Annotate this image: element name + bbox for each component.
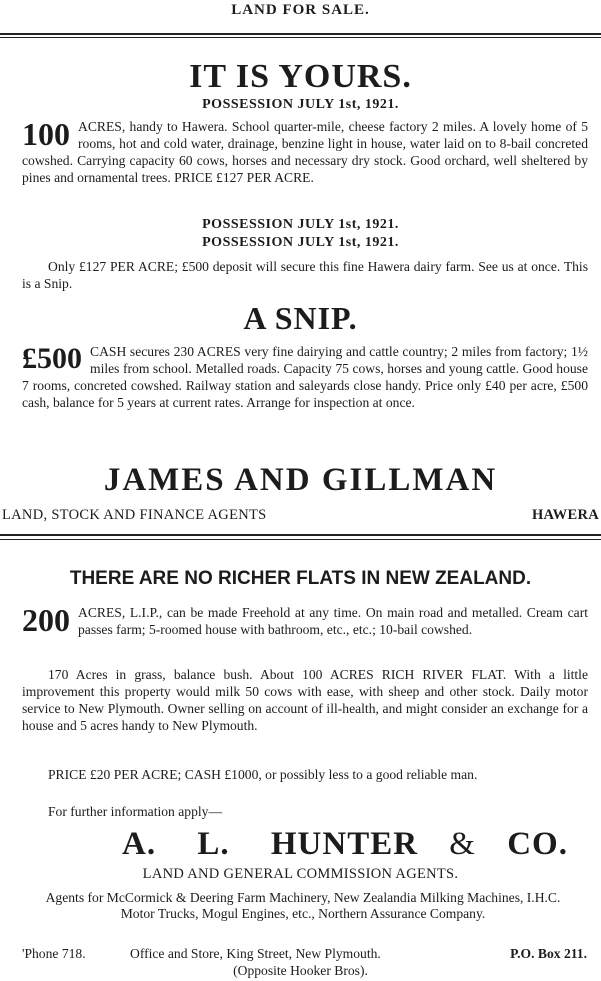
section-header: LAND FOR SALE. xyxy=(231,2,370,18)
ad3-title: THERE ARE NO RICHER FLATS IN NEW ZEALAND. xyxy=(69,568,532,589)
ad2-body-text: CASH secures 230 ACRES very fine dairying and cattle country; 2 miles from factory; 1½ miles from school. Metalled roads. Capacity 75 cows, horses and young cattle. Good house 7 rooms, concreted cowshed. Railway station and saleyards close handy. Price only £40 per acre, £500 cash, balance for 5 years at current rates. Arrange for inspection at once. xyxy=(22,344,588,410)
section-divider xyxy=(0,534,601,536)
ad2-title: A SNIP. xyxy=(243,300,358,336)
ad3-body-text: ACRES, L.I.P., can be made Freehold at any time. On main road and metalled. Cream cart passes farm; 5-roomed house with bathroom, etc., etc.; 10-bail cowshed. xyxy=(78,605,588,637)
ad1-closing xyxy=(22,258,588,292)
agent2-office: Office and Store, King Street, New Plymouth. xyxy=(130,946,381,961)
agent2-name xyxy=(122,826,568,863)
agent2-agents-line: Agents for McCormick & Deering Farm Machinery, New Zealandia Milking Machines, I.H.C. Motor Trucks, Mogul Engines, etc., Northern Assurance Company. xyxy=(45,890,561,921)
section-divider-thin xyxy=(0,539,601,540)
ad2-body xyxy=(22,343,588,411)
ad1-body xyxy=(22,118,588,186)
agent2-subtitle: LAND AND GENERAL COMMISSION AGENTS. xyxy=(142,866,459,882)
ad1-acre-number: 100 xyxy=(22,116,70,152)
agent2-name-co: CO. xyxy=(507,826,568,862)
ad3-para3 xyxy=(22,766,588,783)
agent2-pobox: P.O. Box 211. xyxy=(510,946,587,961)
ad2-price-number: £500 xyxy=(22,342,82,375)
agent1-location: HAWERA xyxy=(531,507,599,523)
ad1-possession-2: POSSESSION JULY 1st, 1921. xyxy=(202,217,399,232)
ad1-body-text: ACRES, handy to Hawera. School quarter-mile, cheese factory 2 miles. A lovely home of 5 rooms, hot and cold water, drainage, benzine light in house, water laid on to 8-bail concreted cowshed. Carrying capacity 60 cows, horses and necessary dry stock. Good orchard, well sheltered by pines and ornamental trees. PRICE £127 PER ACRE. xyxy=(22,119,588,185)
ad3-para3-text: PRICE £20 PER ACRE; CASH £1000, or possibly less to a good reliable man. xyxy=(48,767,478,782)
ad3-body xyxy=(22,604,588,638)
agent1-name: JAMES AND GILLMAN xyxy=(103,462,498,498)
agent2-name-ampersand: & xyxy=(449,826,476,862)
ad3-para2 xyxy=(22,666,588,734)
header-rule-thin xyxy=(0,37,601,38)
ad1-possession-1: POSSESSION JULY 1st, 1921. xyxy=(202,97,399,112)
agent2-opposite: (Opposite Hooker Bros). xyxy=(233,963,368,978)
ad3-para4 xyxy=(22,803,588,820)
agent1-subtitle: LAND, STOCK AND FINANCE AGENTS xyxy=(2,507,267,523)
agent2-name-hunter: HUNTER xyxy=(270,826,419,862)
ad3-acre-number: 200 xyxy=(22,602,70,638)
ad1-title: IT IS YOURS. xyxy=(189,58,412,95)
agent2-name-a: A. xyxy=(122,826,157,862)
ad1-possession-3: POSSESSION JULY 1st, 1921. xyxy=(202,235,399,250)
agent2-phone: 'Phone 718. xyxy=(22,946,86,961)
ad3-para4-text: For further information apply— xyxy=(48,804,223,819)
header-rule xyxy=(0,33,601,35)
ad3-para2-text: 170 Acres in grass, balance bush. About 100 ACRES RICH RIVER FLAT. With a little improvement this property would milk 50 cows with ease, with sheep and other stock. Daily motor service to New Plymouth. Owner selling on account of ill-health, and might consider an exchange for a house and 5 acres handy to New Plymouth. xyxy=(22,667,588,733)
ad1-closing-text: Only £127 PER ACRE; £500 deposit will secure this fine Hawera dairy farm. See us at once. This is a Snip. xyxy=(22,259,588,291)
agent2-name-l: L. xyxy=(197,826,230,862)
